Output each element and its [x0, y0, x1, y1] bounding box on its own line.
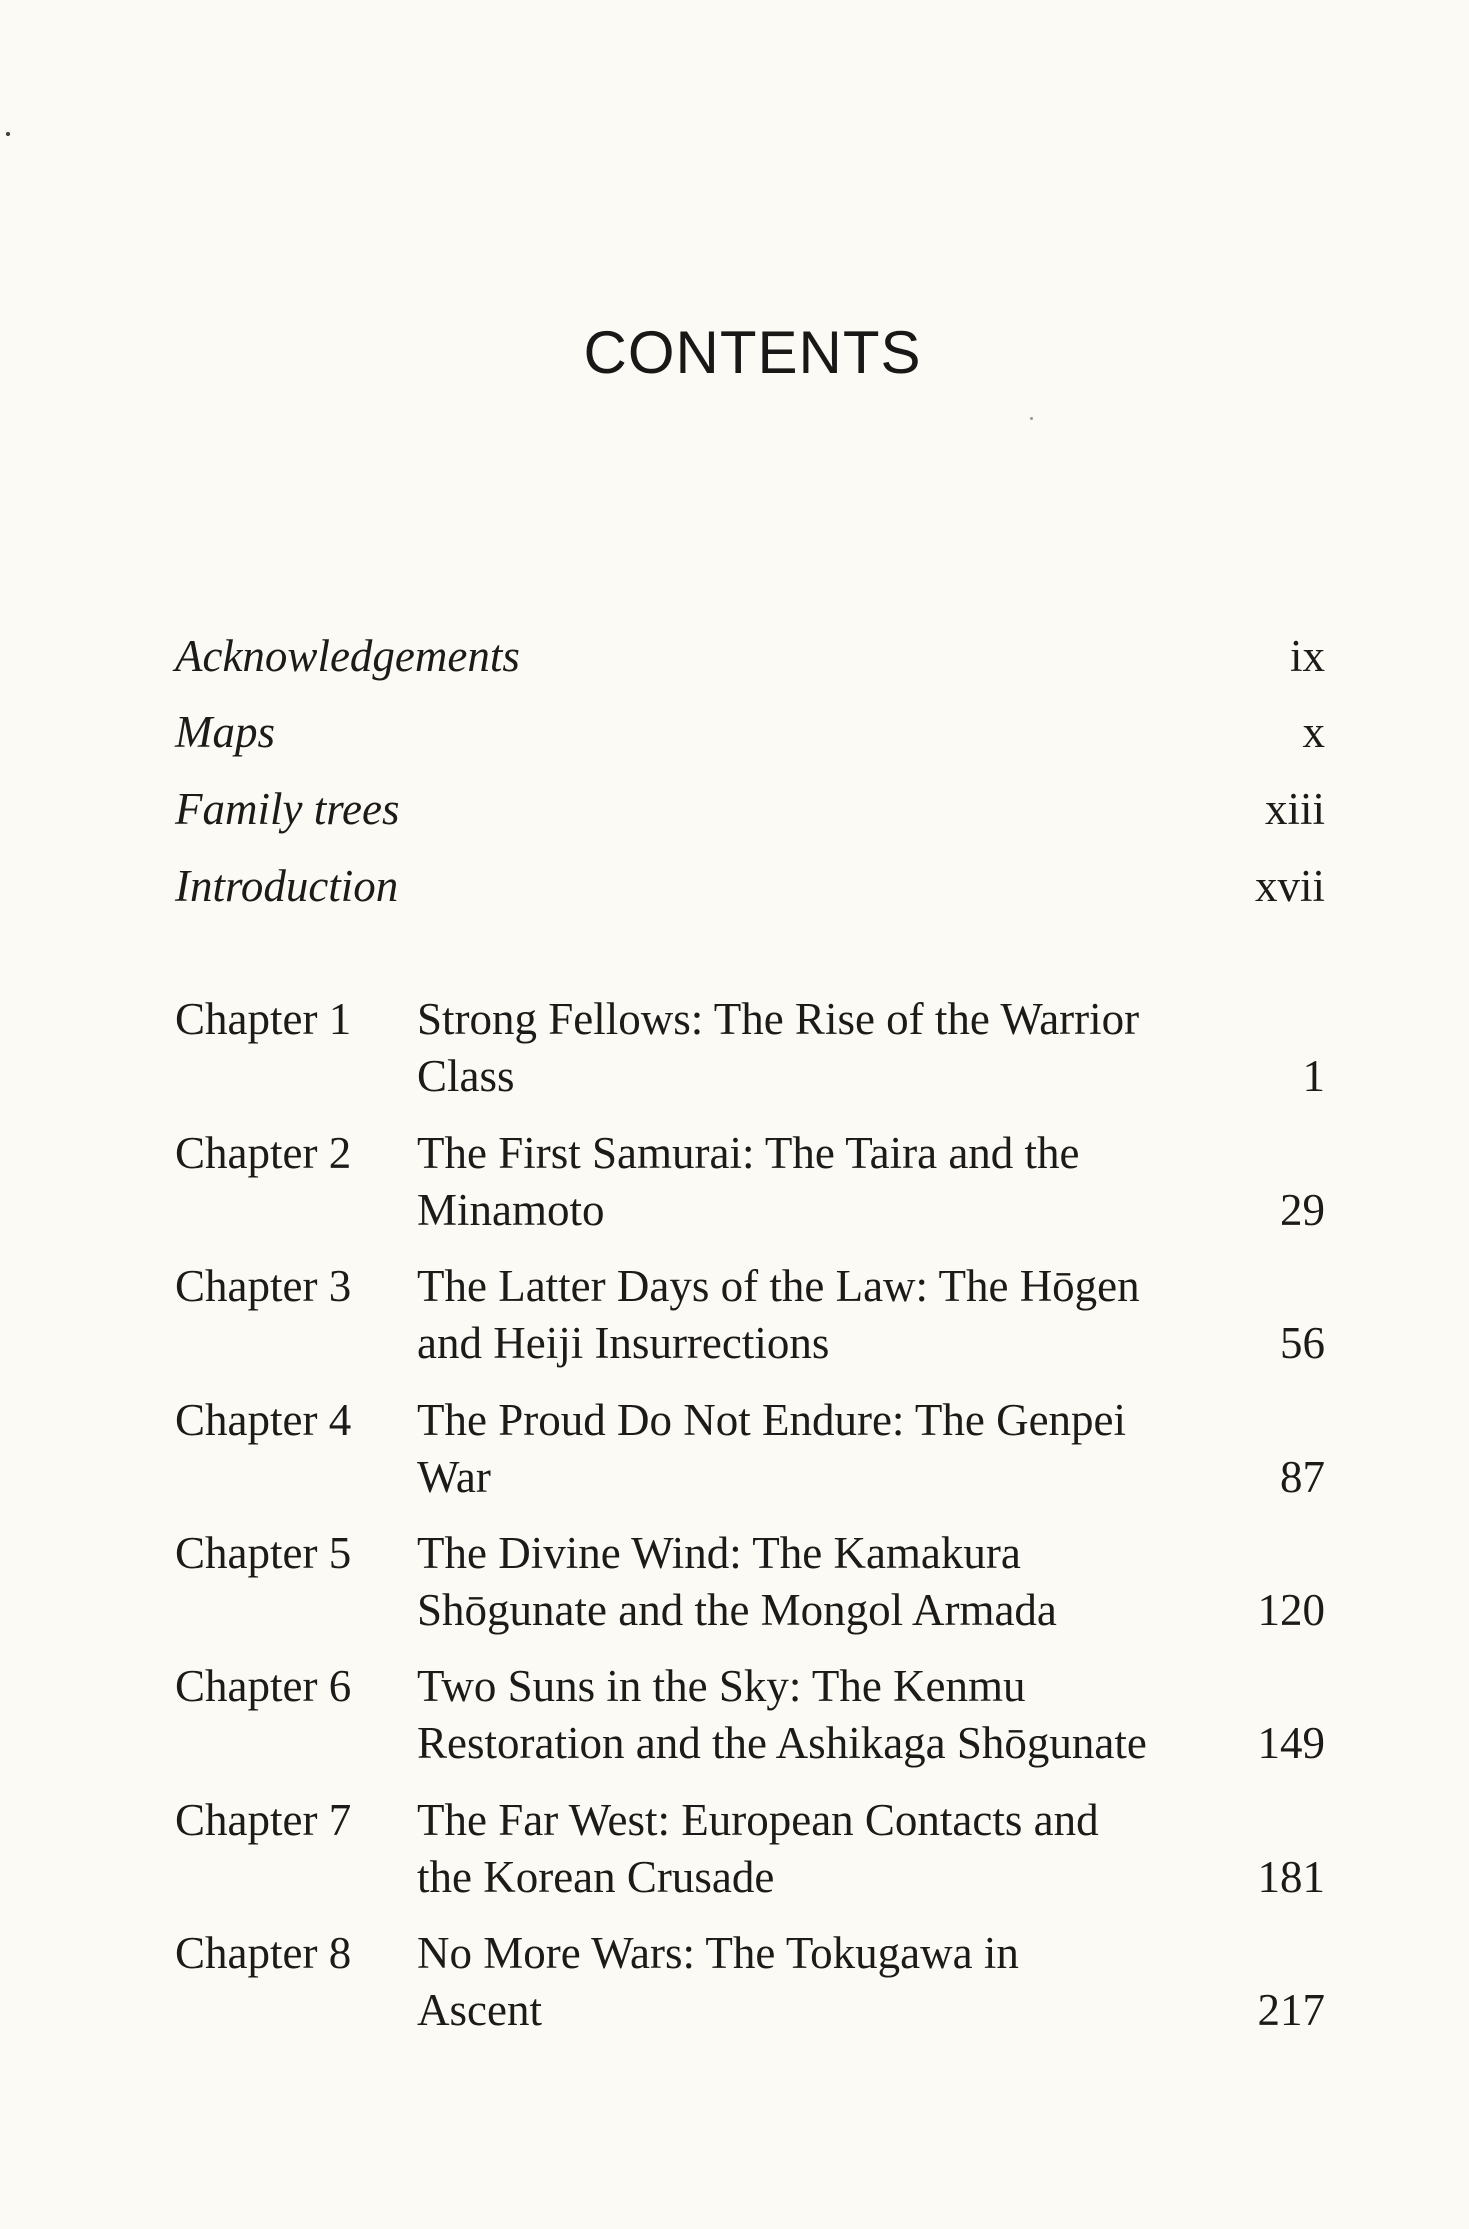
- front-matter-row: [175, 630, 1325, 690]
- chapter-title: [417, 1525, 1217, 1639]
- chapter-label: Chapter 2: [175, 1128, 352, 1178]
- front-matter-page: xvii: [1254, 861, 1325, 911]
- page-title: CONTENTS: [583, 319, 922, 386]
- chapter-title-line: The Proud Do Not Endure: The Genpei: [417, 1395, 1127, 1445]
- chapter-title: [417, 1658, 1217, 1772]
- front-matter-label: Maps: [175, 707, 275, 757]
- front-matter-label: Family trees: [175, 784, 400, 834]
- chapter-label: Chapter 7: [175, 1795, 352, 1845]
- chapter-title-line: Ascent: [417, 1985, 542, 2035]
- front-matter-row: [175, 860, 1325, 920]
- chapter-title-line: Restoration and the Ashikaga Shōgunate: [417, 1718, 1147, 1768]
- chapter-page: 149: [1257, 1718, 1325, 1768]
- chapter-title-line: The Latter Days of the Law: The Hōgen: [417, 1261, 1140, 1311]
- chapter-title-line: Two Suns in the Sky: The Kenmu: [417, 1661, 1026, 1711]
- chapter-page: 1: [1302, 1051, 1325, 1101]
- chapter-label: Chapter 6: [175, 1661, 352, 1711]
- chapter-title-line: Class: [417, 1051, 515, 1101]
- chapter-page: 120: [1257, 1585, 1325, 1635]
- chapter-page: 87: [1280, 1452, 1325, 1502]
- chapter-title: [417, 991, 1217, 1105]
- chapter-title-line: Minamoto: [417, 1185, 605, 1235]
- chapter-title: [417, 1792, 1217, 1906]
- chapter-title-line: War: [417, 1452, 491, 1502]
- chapter-page: 217: [1257, 1985, 1325, 2035]
- chapter-title-line: The First Samurai: The Taira and the: [417, 1128, 1080, 1178]
- front-matter-row: [175, 783, 1325, 843]
- chapter-page: 181: [1257, 1852, 1325, 1902]
- chapter-title-line: The Divine Wind: The Kamakura: [417, 1528, 1021, 1578]
- chapter-page: 56: [1280, 1318, 1325, 1368]
- chapter-title: [417, 1392, 1217, 1506]
- chapter-label: Chapter 5: [175, 1528, 352, 1578]
- chapter-page: 29: [1280, 1185, 1325, 1235]
- chapter-title: [417, 1258, 1217, 1372]
- front-matter-page: x: [1302, 707, 1325, 757]
- scan-speck: [1030, 417, 1033, 420]
- chapter-title: [417, 1125, 1217, 1239]
- front-matter-row: [175, 706, 1325, 766]
- chapter-title-line: No More Wars: The Tokugawa in: [417, 1928, 1019, 1978]
- front-matter-page: ix: [1289, 631, 1325, 681]
- chapter-title-line: the Korean Crusade: [417, 1852, 775, 1902]
- chapter-title-line: The Far West: European Contacts and: [417, 1795, 1099, 1845]
- scan-speck: [6, 132, 10, 136]
- chapter-title: [417, 1925, 1217, 2039]
- chapter-label: Chapter 3: [175, 1261, 352, 1311]
- front-matter-label: Introduction: [175, 861, 399, 911]
- chapter-title-line: Strong Fellows: The Rise of the Warrior: [417, 994, 1140, 1044]
- chapter-label: Chapter 8: [175, 1928, 352, 1978]
- front-matter-page: xiii: [1264, 784, 1325, 834]
- front-matter-label: Acknowledgements: [175, 631, 520, 681]
- chapter-label: Chapter 1: [175, 994, 352, 1044]
- chapter-label: Chapter 4: [175, 1395, 352, 1445]
- chapter-title-line: and Heiji Insurrections: [417, 1318, 830, 1368]
- chapter-title-line: Shōgunate and the Mongol Armada: [417, 1585, 1057, 1635]
